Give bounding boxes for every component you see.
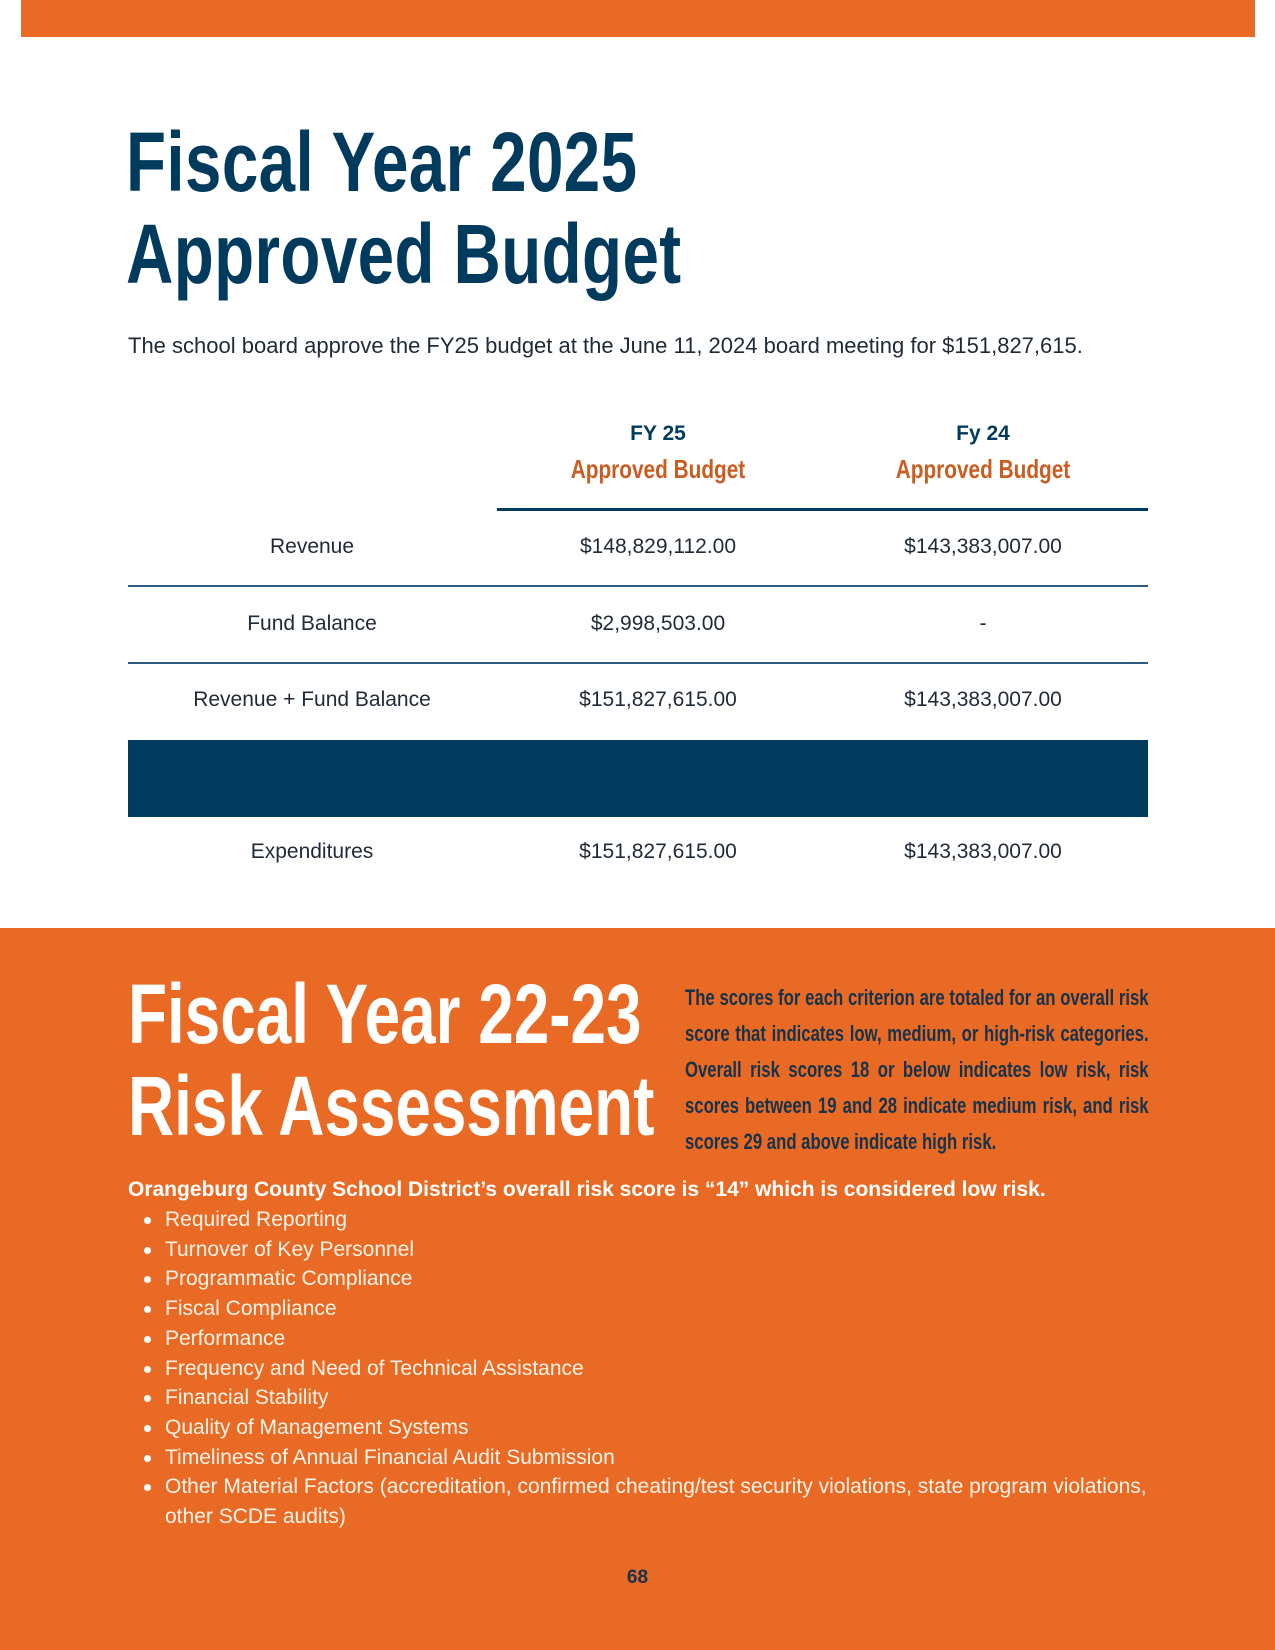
list-item: Other Material Factors (accreditation, confirmed cheating/test security violations, state program violations, other SCDE audits)	[165, 1472, 1155, 1531]
list-item: Turnover of Key Personnel	[165, 1235, 1155, 1265]
risk-description: The scores for each criterion are totaled for an overall risk score that indicates low, medium, or high-risk categories. Overall risk scores 18 or below indicates low risk, risk scores between 19 and 28 indicate medium risk, and risk scores 29 and above indicate high risk.	[685, 985, 1149, 1154]
risk-factor-list	[165, 1205, 1155, 1532]
list-item: Quality of Management Systems	[165, 1413, 1155, 1443]
list-item: Timeliness of Annual Financial Audit Submission	[165, 1443, 1155, 1473]
table-row-revenue	[128, 510, 1148, 584]
fy24-value: $143,383,007.00	[904, 535, 1062, 558]
table-row-fund-balance	[128, 587, 1148, 661]
table-row-expenditures	[128, 815, 1148, 889]
fy25-value: $2,998,503.00	[590, 612, 726, 635]
page-title	[126, 116, 681, 300]
column-year: FY 25	[630, 422, 686, 445]
column-label: Approved Budget	[895, 454, 1071, 484]
table-separator-band	[128, 740, 1148, 817]
risk-title-line-1: Fiscal Year 22-23	[128, 967, 642, 1061]
fy24-value: $143,383,007.00	[904, 840, 1062, 863]
risk-title-line-2: Risk Assessment	[128, 1059, 655, 1153]
page-number: 68	[626, 1567, 649, 1588]
list-item: Performance	[165, 1324, 1155, 1354]
risk-title	[128, 968, 654, 1152]
list-item: Required Reporting	[165, 1205, 1155, 1235]
row-label: Revenue	[269, 535, 355, 558]
row-label: Expenditures	[250, 840, 374, 863]
fy25-value: $148,829,112.00	[579, 535, 737, 558]
fy25-value: $151,827,615.00	[579, 688, 737, 711]
page-title-line-2: Approved Budget	[126, 207, 682, 301]
column-header-fy25	[498, 422, 818, 485]
column-label: Approved Budget	[570, 454, 746, 484]
table-row-revenue-fund-balance	[128, 663, 1148, 737]
list-item: Fiscal Compliance	[165, 1294, 1155, 1324]
list-item: Programmatic Compliance	[165, 1264, 1155, 1294]
list-item: Frequency and Need of Technical Assistance	[165, 1354, 1155, 1384]
top-accent-bar	[21, 0, 1255, 37]
fy25-value: $151,827,615.00	[579, 840, 737, 863]
intro-text: The school board approve the FY25 budget at the June 11, 2024 board meeting for $151,827,615.	[128, 333, 1083, 358]
row-label: Revenue + Fund Balance	[193, 688, 431, 711]
risk-score-statement: Orangeburg County School District’s overall risk score is “14” which is considered low risk.	[128, 1178, 1046, 1201]
column-year: Fy 24	[956, 422, 1010, 445]
list-item: Financial Stability	[165, 1383, 1155, 1413]
page-title-line-1: Fiscal Year 2025	[126, 115, 638, 209]
row-label: Fund Balance	[247, 612, 377, 635]
fy24-value: -	[979, 612, 987, 635]
fy24-value: $143,383,007.00	[904, 688, 1062, 711]
column-header-fy24	[823, 422, 1143, 485]
